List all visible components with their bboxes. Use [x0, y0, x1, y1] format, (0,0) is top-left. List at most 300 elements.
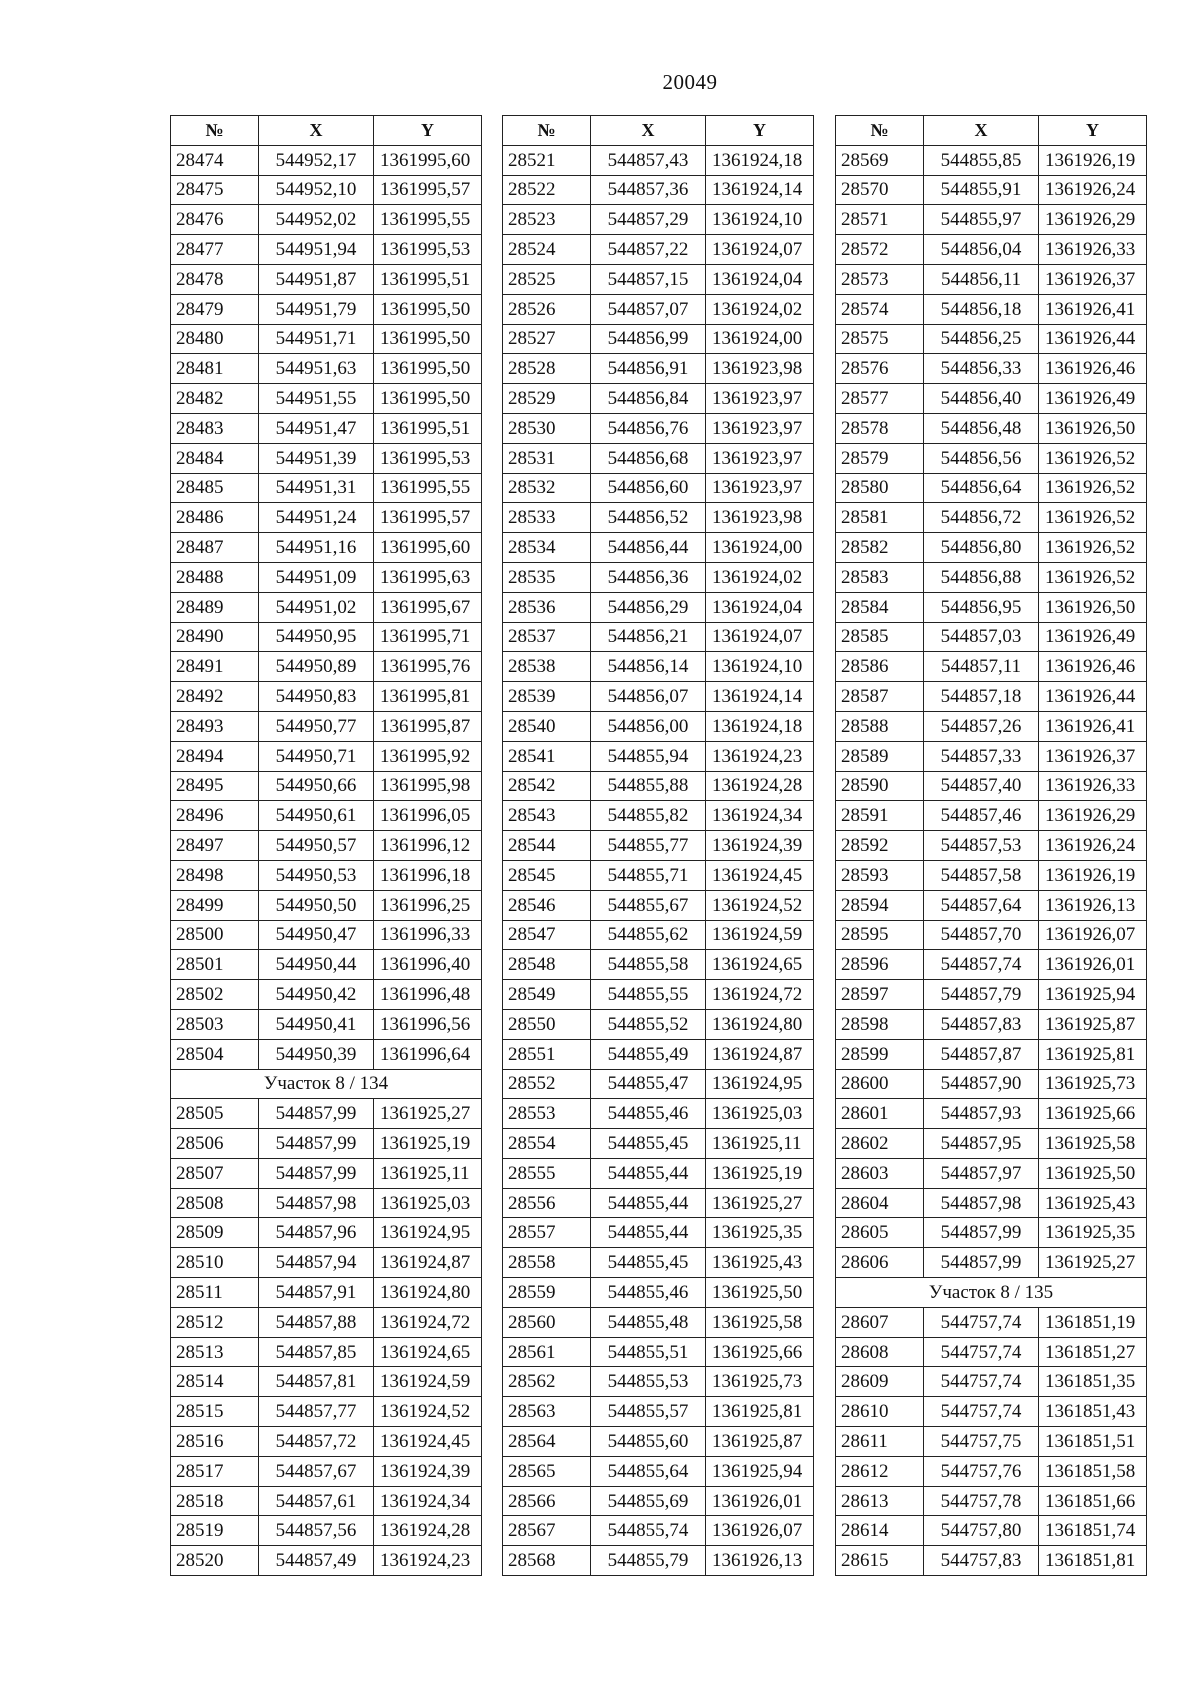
header-x: X: [259, 116, 374, 146]
x-coordinate-cell: 544856,76: [591, 413, 706, 443]
point-number-cell: 28494: [171, 741, 259, 771]
table-row: [503, 920, 814, 950]
x-coordinate-cell: 544857,11: [924, 652, 1039, 682]
point-number-cell: 28584: [836, 592, 924, 622]
x-coordinate-cell: 544855,48: [591, 1307, 706, 1337]
point-number-cell: 28519: [171, 1516, 259, 1546]
y-coordinate-cell: 1361851,43: [1039, 1397, 1147, 1427]
header-y: Y: [374, 116, 482, 146]
point-number-cell: 28498: [171, 860, 259, 890]
x-coordinate-cell: 544855,64: [591, 1456, 706, 1486]
point-number-cell: 28594: [836, 890, 924, 920]
x-coordinate-cell: 544855,77: [591, 831, 706, 861]
y-coordinate-cell: 1361995,92: [374, 741, 482, 771]
table-row: [836, 1099, 1147, 1129]
table-header-row: [171, 116, 482, 146]
x-coordinate-cell: 544856,52: [591, 503, 706, 533]
y-coordinate-cell: 1361996,48: [374, 980, 482, 1010]
table-row: [836, 980, 1147, 1010]
x-coordinate-cell: 544951,24: [259, 503, 374, 533]
table-header-row: [836, 116, 1147, 146]
point-number-cell: 28515: [171, 1397, 259, 1427]
table-row: [503, 1486, 814, 1516]
x-coordinate-cell: 544857,58: [924, 860, 1039, 890]
y-coordinate-cell: 1361995,63: [374, 562, 482, 592]
x-coordinate-cell: 544951,79: [259, 294, 374, 324]
y-coordinate-cell: 1361995,67: [374, 592, 482, 622]
table-row: [836, 562, 1147, 592]
y-coordinate-cell: 1361926,07: [1039, 920, 1147, 950]
x-coordinate-cell: 544857,88: [259, 1307, 374, 1337]
table-body: [503, 145, 814, 1575]
x-coordinate-cell: 544857,46: [924, 801, 1039, 831]
y-coordinate-cell: 1361925,19: [374, 1129, 482, 1159]
table-row: [171, 831, 482, 861]
y-coordinate-cell: 1361925,73: [1039, 1069, 1147, 1099]
point-number-cell: 28512: [171, 1307, 259, 1337]
x-coordinate-cell: 544855,85: [924, 145, 1039, 175]
y-coordinate-cell: 1361995,71: [374, 622, 482, 652]
y-coordinate-cell: 1361851,74: [1039, 1516, 1147, 1546]
point-number-cell: 28499: [171, 890, 259, 920]
y-coordinate-cell: 1361851,66: [1039, 1486, 1147, 1516]
header-no: №: [171, 116, 259, 146]
point-number-cell: 28541: [503, 741, 591, 771]
x-coordinate-cell: 544856,21: [591, 622, 706, 652]
table-row: [503, 1278, 814, 1308]
point-number-cell: 28485: [171, 473, 259, 503]
table-row: [503, 1099, 814, 1129]
table-row: [503, 652, 814, 682]
point-number-cell: 28579: [836, 443, 924, 473]
y-coordinate-cell: 1361924,80: [706, 1009, 814, 1039]
table-row: [503, 384, 814, 414]
table-row: [836, 264, 1147, 294]
table-body: [836, 145, 1147, 1575]
table-row: [503, 1546, 814, 1576]
point-number-cell: 28538: [503, 652, 591, 682]
table-row: [836, 413, 1147, 443]
x-coordinate-cell: 544757,74: [924, 1367, 1039, 1397]
x-coordinate-cell: 544855,47: [591, 1069, 706, 1099]
x-coordinate-cell: 544856,11: [924, 264, 1039, 294]
y-coordinate-cell: 1361925,58: [706, 1307, 814, 1337]
y-coordinate-cell: 1361995,51: [374, 413, 482, 443]
y-coordinate-cell: 1361924,59: [374, 1367, 482, 1397]
table-row: [503, 1129, 814, 1159]
y-coordinate-cell: 1361996,40: [374, 950, 482, 980]
point-number-cell: 28533: [503, 503, 591, 533]
x-coordinate-cell: 544856,18: [924, 294, 1039, 324]
table-row: [503, 175, 814, 205]
table-row: [836, 950, 1147, 980]
y-coordinate-cell: 1361926,37: [1039, 741, 1147, 771]
x-coordinate-cell: 544857,98: [259, 1188, 374, 1218]
y-coordinate-cell: 1361996,33: [374, 920, 482, 950]
table-row: [836, 324, 1147, 354]
y-coordinate-cell: 1361926,24: [1039, 831, 1147, 861]
y-coordinate-cell: 1361926,01: [1039, 950, 1147, 980]
x-coordinate-cell: 544856,07: [591, 682, 706, 712]
y-coordinate-cell: 1361924,39: [706, 831, 814, 861]
y-coordinate-cell: 1361925,94: [1039, 980, 1147, 1010]
x-coordinate-cell: 544951,31: [259, 473, 374, 503]
point-number-cell: 28476: [171, 205, 259, 235]
y-coordinate-cell: 1361925,87: [706, 1427, 814, 1457]
y-coordinate-cell: 1361925,50: [706, 1278, 814, 1308]
table-row: [836, 175, 1147, 205]
point-number-cell: 28520: [171, 1546, 259, 1576]
x-coordinate-cell: 544857,96: [259, 1218, 374, 1248]
x-coordinate-cell: 544855,57: [591, 1397, 706, 1427]
y-coordinate-cell: 1361995,50: [374, 294, 482, 324]
point-number-cell: 28506: [171, 1129, 259, 1159]
y-coordinate-cell: 1361926,41: [1039, 711, 1147, 741]
point-number-cell: 28583: [836, 562, 924, 592]
y-coordinate-cell: 1361995,50: [374, 384, 482, 414]
x-coordinate-cell: 544757,80: [924, 1516, 1039, 1546]
x-coordinate-cell: 544856,88: [924, 562, 1039, 592]
point-number-cell: 28532: [503, 473, 591, 503]
point-number-cell: 28500: [171, 920, 259, 950]
y-coordinate-cell: 1361995,60: [374, 145, 482, 175]
y-coordinate-cell: 1361924,95: [374, 1218, 482, 1248]
table-row: [171, 1486, 482, 1516]
table-row: [836, 622, 1147, 652]
table-row: [503, 235, 814, 265]
x-coordinate-cell: 544950,47: [259, 920, 374, 950]
table-row: [503, 1039, 814, 1069]
table-row: [836, 860, 1147, 890]
point-number-cell: 28514: [171, 1367, 259, 1397]
point-number-cell: 28586: [836, 652, 924, 682]
y-coordinate-cell: 1361924,18: [706, 711, 814, 741]
table-row: [836, 682, 1147, 712]
point-number-cell: 28526: [503, 294, 591, 324]
point-number-cell: 28480: [171, 324, 259, 354]
x-coordinate-cell: 544951,55: [259, 384, 374, 414]
table-row: [836, 741, 1147, 771]
point-number-cell: 28483: [171, 413, 259, 443]
x-coordinate-cell: 544857,99: [259, 1158, 374, 1188]
table-row: [503, 1397, 814, 1427]
point-number-cell: 28574: [836, 294, 924, 324]
x-coordinate-cell: 544856,00: [591, 711, 706, 741]
y-coordinate-cell: 1361926,44: [1039, 682, 1147, 712]
table-row: [171, 175, 482, 205]
x-coordinate-cell: 544857,33: [924, 741, 1039, 771]
x-coordinate-cell: 544857,56: [259, 1516, 374, 1546]
table-row: [171, 860, 482, 890]
x-coordinate-cell: 544856,95: [924, 592, 1039, 622]
x-coordinate-cell: 544855,79: [591, 1546, 706, 1576]
table-row: [503, 1248, 814, 1278]
y-coordinate-cell: 1361925,43: [706, 1248, 814, 1278]
table-row: [171, 562, 482, 592]
point-number-cell: 28492: [171, 682, 259, 712]
y-coordinate-cell: 1361924,02: [706, 294, 814, 324]
x-coordinate-cell: 544856,72: [924, 503, 1039, 533]
point-number-cell: 28608: [836, 1337, 924, 1367]
y-coordinate-cell: 1361925,11: [374, 1158, 482, 1188]
y-coordinate-cell: 1361996,56: [374, 1009, 482, 1039]
table-row: [836, 801, 1147, 831]
point-number-cell: 28524: [503, 235, 591, 265]
x-coordinate-cell: 544855,52: [591, 1009, 706, 1039]
y-coordinate-cell: 1361926,13: [1039, 890, 1147, 920]
x-coordinate-cell: 544856,36: [591, 562, 706, 592]
table-row: [836, 1427, 1147, 1457]
table-row: [171, 950, 482, 980]
x-coordinate-cell: 544857,74: [924, 950, 1039, 980]
y-coordinate-cell: 1361926,52: [1039, 473, 1147, 503]
x-coordinate-cell: 544950,89: [259, 652, 374, 682]
y-coordinate-cell: 1361996,18: [374, 860, 482, 890]
point-number-cell: 28571: [836, 205, 924, 235]
x-coordinate-cell: 544855,74: [591, 1516, 706, 1546]
point-number-cell: 28518: [171, 1486, 259, 1516]
y-coordinate-cell: 1361995,87: [374, 711, 482, 741]
table-row: [836, 1516, 1147, 1546]
x-coordinate-cell: 544857,43: [591, 145, 706, 175]
y-coordinate-cell: 1361925,81: [1039, 1039, 1147, 1069]
point-number-cell: 28609: [836, 1367, 924, 1397]
table-row: [836, 831, 1147, 861]
point-number-cell: 28581: [836, 503, 924, 533]
point-number-cell: 28540: [503, 711, 591, 741]
x-coordinate-cell: 544856,29: [591, 592, 706, 622]
x-coordinate-cell: 544856,68: [591, 443, 706, 473]
y-coordinate-cell: 1361925,11: [706, 1129, 814, 1159]
x-coordinate-cell: 544855,62: [591, 920, 706, 950]
x-coordinate-cell: 544857,36: [591, 175, 706, 205]
x-coordinate-cell: 544855,44: [591, 1188, 706, 1218]
point-number-cell: 28479: [171, 294, 259, 324]
y-coordinate-cell: 1361995,53: [374, 235, 482, 265]
table-row: [503, 860, 814, 890]
y-coordinate-cell: 1361925,03: [374, 1188, 482, 1218]
y-coordinate-cell: 1361925,19: [706, 1158, 814, 1188]
x-coordinate-cell: 544855,44: [591, 1158, 706, 1188]
point-number-cell: 28615: [836, 1546, 924, 1576]
table-row: [171, 1218, 482, 1248]
y-coordinate-cell: 1361996,05: [374, 801, 482, 831]
y-coordinate-cell: 1361924,23: [374, 1546, 482, 1576]
page-number: 20049: [662, 70, 718, 94]
x-coordinate-cell: 544856,80: [924, 533, 1039, 563]
y-coordinate-cell: 1361925,50: [1039, 1158, 1147, 1188]
x-coordinate-cell: 544855,45: [591, 1129, 706, 1159]
point-number-cell: 28486: [171, 503, 259, 533]
point-number-cell: 28549: [503, 980, 591, 1010]
coordinate-table-3: [835, 115, 1147, 1576]
point-number-cell: 28516: [171, 1427, 259, 1457]
point-number-cell: 28491: [171, 652, 259, 682]
y-coordinate-cell: 1361924,34: [374, 1486, 482, 1516]
header-y: Y: [1039, 116, 1147, 146]
table-row: [171, 1248, 482, 1278]
table-row: [171, 1039, 482, 1069]
table-row: [503, 1188, 814, 1218]
table-row: [503, 473, 814, 503]
table-row: [503, 771, 814, 801]
point-number-cell: 28585: [836, 622, 924, 652]
point-number-cell: 28535: [503, 562, 591, 592]
y-coordinate-cell: 1361926,41: [1039, 294, 1147, 324]
x-coordinate-cell: 544951,87: [259, 264, 374, 294]
point-number-cell: 28556: [503, 1188, 591, 1218]
x-coordinate-cell: 544855,71: [591, 860, 706, 890]
x-coordinate-cell: 544857,91: [259, 1278, 374, 1308]
point-number-cell: 28553: [503, 1099, 591, 1129]
point-number-cell: 28539: [503, 682, 591, 712]
table-row: [836, 1248, 1147, 1278]
table-row: [171, 443, 482, 473]
table-row: [836, 771, 1147, 801]
table-row: [171, 771, 482, 801]
table-row: [836, 384, 1147, 414]
y-coordinate-cell: 1361995,55: [374, 473, 482, 503]
table-row: [836, 1456, 1147, 1486]
y-coordinate-cell: 1361924,10: [706, 652, 814, 682]
x-coordinate-cell: 544856,84: [591, 384, 706, 414]
table-body: [171, 145, 482, 1575]
y-coordinate-cell: 1361995,50: [374, 354, 482, 384]
table-row: [171, 1099, 482, 1129]
point-number-cell: 28558: [503, 1248, 591, 1278]
x-coordinate-cell: 544757,83: [924, 1546, 1039, 1576]
y-coordinate-cell: 1361924,00: [706, 324, 814, 354]
point-number-cell: 28530: [503, 413, 591, 443]
x-coordinate-cell: 544856,25: [924, 324, 1039, 354]
x-coordinate-cell: 544857,77: [259, 1397, 374, 1427]
point-number-cell: 28614: [836, 1516, 924, 1546]
point-number-cell: 28517: [171, 1456, 259, 1486]
point-number-cell: 28523: [503, 205, 591, 235]
header-x: X: [924, 116, 1039, 146]
point-number-cell: 28527: [503, 324, 591, 354]
point-number-cell: 28570: [836, 175, 924, 205]
y-coordinate-cell: 1361924,59: [706, 920, 814, 950]
header-no: №: [836, 116, 924, 146]
y-coordinate-cell: 1361924,34: [706, 801, 814, 831]
y-coordinate-cell: 1361926,01: [706, 1486, 814, 1516]
table-row: [171, 294, 482, 324]
x-coordinate-cell: 544950,61: [259, 801, 374, 831]
table-row: [503, 1158, 814, 1188]
point-number-cell: 28489: [171, 592, 259, 622]
x-coordinate-cell: 544951,09: [259, 562, 374, 592]
x-coordinate-cell: 544856,04: [924, 235, 1039, 265]
table-row: [503, 890, 814, 920]
point-number-cell: 28495: [171, 771, 259, 801]
table-row: [836, 503, 1147, 533]
table-row: [836, 652, 1147, 682]
point-number-cell: 28478: [171, 264, 259, 294]
x-coordinate-cell: 544855,82: [591, 801, 706, 831]
table-row: [503, 443, 814, 473]
table-row: [171, 354, 482, 384]
x-coordinate-cell: 544857,83: [924, 1009, 1039, 1039]
y-coordinate-cell: 1361924,87: [374, 1248, 482, 1278]
table-row: [171, 1367, 482, 1397]
point-number-cell: 28563: [503, 1397, 591, 1427]
table-row: [836, 1486, 1147, 1516]
x-coordinate-cell: 544855,45: [591, 1248, 706, 1278]
x-coordinate-cell: 544950,77: [259, 711, 374, 741]
point-number-cell: 28595: [836, 920, 924, 950]
table-row: [836, 1337, 1147, 1367]
y-coordinate-cell: 1361926,29: [1039, 801, 1147, 831]
point-number-cell: 28559: [503, 1278, 591, 1308]
point-number-cell: 28575: [836, 324, 924, 354]
x-coordinate-cell: 544757,74: [924, 1307, 1039, 1337]
point-number-cell: 28572: [836, 235, 924, 265]
table-row: [171, 890, 482, 920]
point-number-cell: 28521: [503, 145, 591, 175]
table-row: [836, 1397, 1147, 1427]
table-row: [171, 801, 482, 831]
point-number-cell: 28565: [503, 1456, 591, 1486]
x-coordinate-cell: 544855,97: [924, 205, 1039, 235]
table-row: [836, 533, 1147, 563]
y-coordinate-cell: 1361926,33: [1039, 235, 1147, 265]
point-number-cell: 28605: [836, 1218, 924, 1248]
point-number-cell: 28547: [503, 920, 591, 950]
x-coordinate-cell: 544857,81: [259, 1367, 374, 1397]
x-coordinate-cell: 544950,44: [259, 950, 374, 980]
y-coordinate-cell: 1361851,51: [1039, 1427, 1147, 1457]
table-row: [503, 1367, 814, 1397]
table-row: [503, 324, 814, 354]
x-coordinate-cell: 544952,10: [259, 175, 374, 205]
point-number-cell: 28607: [836, 1307, 924, 1337]
table-row: [171, 1307, 482, 1337]
table-row: [503, 503, 814, 533]
table-row: [171, 384, 482, 414]
y-coordinate-cell: 1361924,45: [706, 860, 814, 890]
x-coordinate-cell: 544857,29: [591, 205, 706, 235]
x-coordinate-cell: 544950,41: [259, 1009, 374, 1039]
x-coordinate-cell: 544757,74: [924, 1337, 1039, 1367]
y-coordinate-cell: 1361925,35: [706, 1218, 814, 1248]
x-coordinate-cell: 544857,99: [924, 1218, 1039, 1248]
y-coordinate-cell: 1361926,19: [1039, 860, 1147, 890]
y-coordinate-cell: 1361924,95: [706, 1069, 814, 1099]
table-row: [503, 1456, 814, 1486]
point-number-cell: 28496: [171, 801, 259, 831]
x-coordinate-cell: 544857,97: [924, 1158, 1039, 1188]
y-coordinate-cell: 1361924,07: [706, 235, 814, 265]
y-coordinate-cell: 1361926,46: [1039, 354, 1147, 384]
x-coordinate-cell: 544856,64: [924, 473, 1039, 503]
table-row: [836, 711, 1147, 741]
y-coordinate-cell: 1361924,39: [374, 1456, 482, 1486]
y-coordinate-cell: 1361926,19: [1039, 145, 1147, 175]
y-coordinate-cell: 1361923,97: [706, 473, 814, 503]
x-coordinate-cell: 544855,58: [591, 950, 706, 980]
table-row: [503, 950, 814, 980]
table-row: [171, 205, 482, 235]
point-number-cell: 28587: [836, 682, 924, 712]
point-number-cell: 28600: [836, 1069, 924, 1099]
table-row: [836, 1039, 1147, 1069]
table-row: [503, 1337, 814, 1367]
table-row: [836, 1188, 1147, 1218]
point-number-cell: 28610: [836, 1397, 924, 1427]
table-row: [836, 890, 1147, 920]
x-coordinate-cell: 544855,91: [924, 175, 1039, 205]
